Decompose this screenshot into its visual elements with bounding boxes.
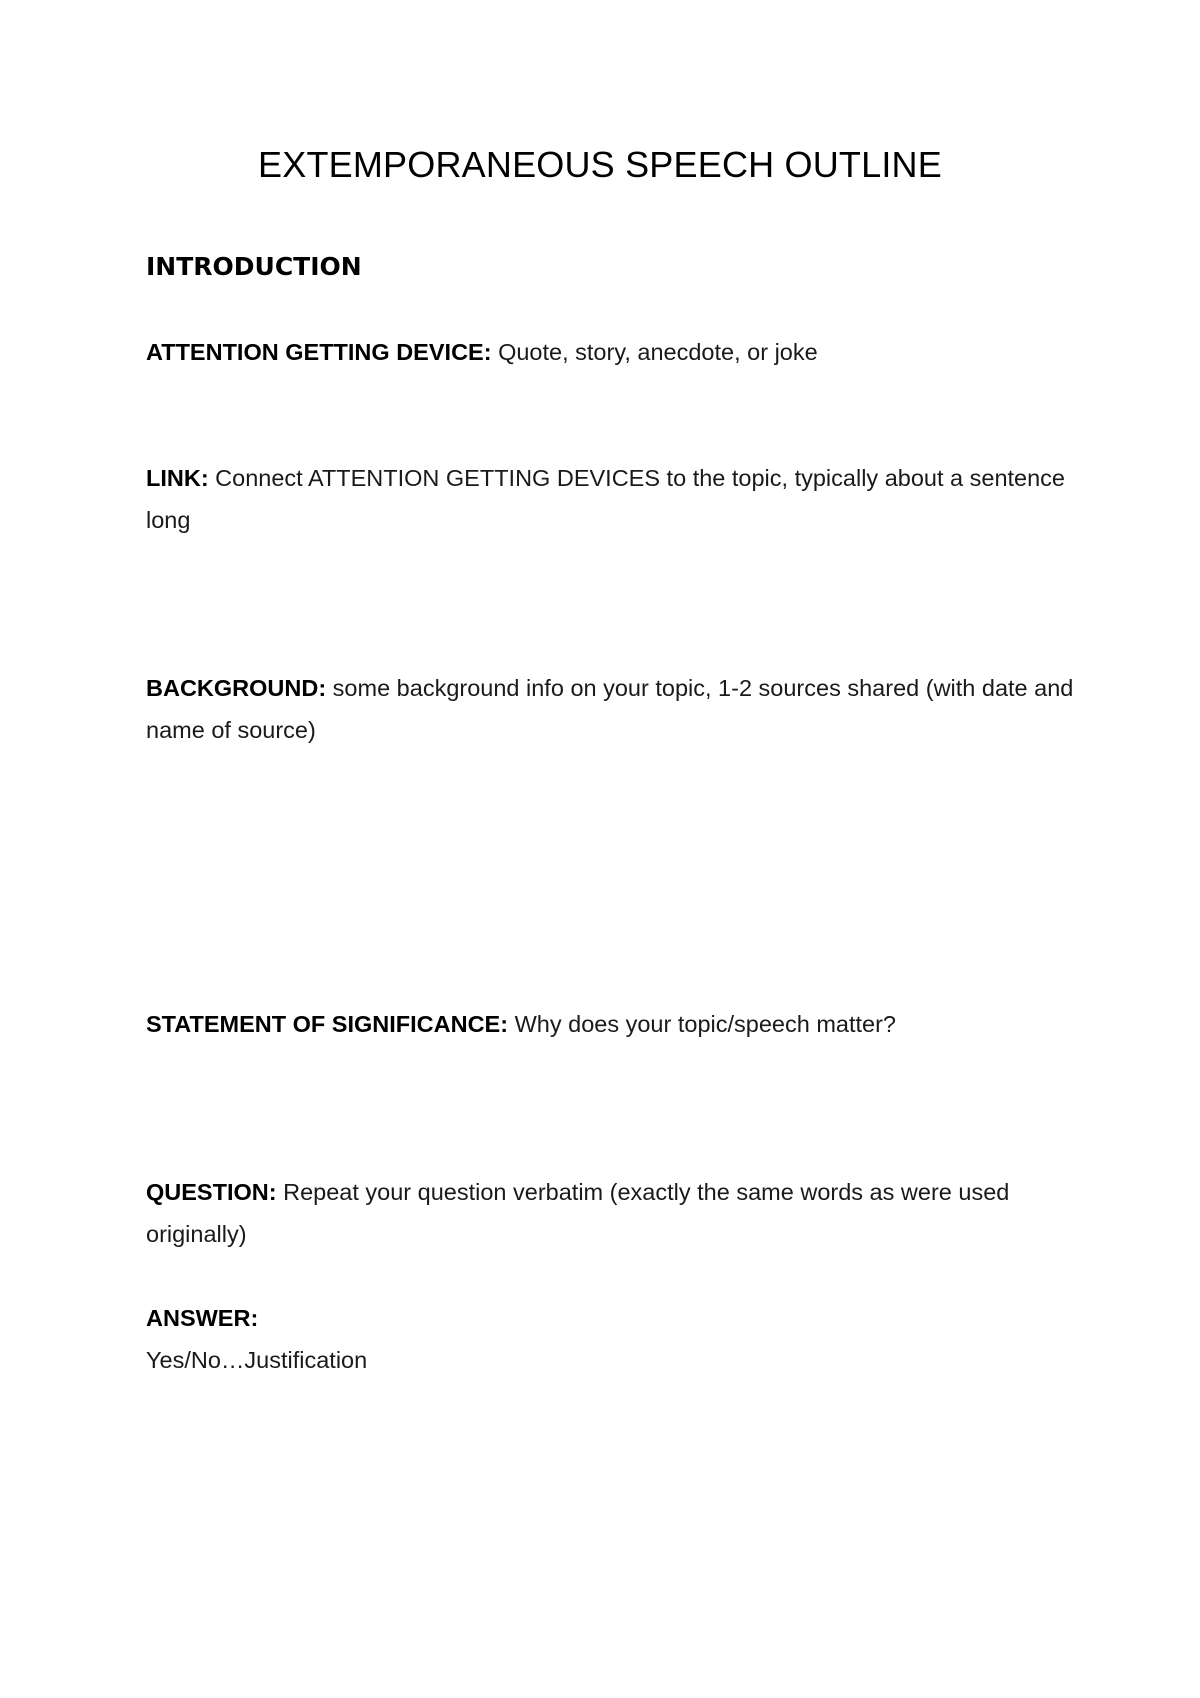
question-label: QUESTION: xyxy=(146,1179,277,1205)
attention-getting-device-description: Quote, story, anecdote, or joke xyxy=(491,339,818,365)
statement-of-significance-field xyxy=(146,1003,1076,1045)
answer-description: Yes/No…Justification xyxy=(146,1347,368,1373)
answer-field xyxy=(146,1297,1076,1381)
statement-of-significance-label: STATEMENT OF SIGNIFICANCE: xyxy=(146,1011,509,1037)
background-field xyxy=(146,667,1076,751)
link-field xyxy=(146,457,1076,541)
page-title: EXTEMPORANEOUS SPEECH OUTLINE xyxy=(258,144,942,185)
link-label: LINK: xyxy=(146,465,209,491)
attention-getting-device-label: ATTENTION GETTING DEVICE: xyxy=(146,339,492,365)
statement-of-significance-description: Why does your topic/speech matter? xyxy=(508,1011,896,1037)
question-description: Repeat your question verbatim (exactly the same words as were used originally) xyxy=(146,1179,1010,1247)
question-field xyxy=(146,1171,1076,1255)
link-description: Connect ATTENTION GETTING DEVICES to the topic, typically about a sentence long xyxy=(146,465,1066,533)
section-heading-introduction: INTRODUCTION xyxy=(146,252,362,281)
background-label: BACKGROUND: xyxy=(146,675,327,701)
attention-getting-device-field xyxy=(146,331,1076,373)
answer-label: ANSWER: xyxy=(146,1305,259,1331)
background-description: some background info on your topic, 1-2 sources shared (with date and name of source) xyxy=(146,675,1074,743)
